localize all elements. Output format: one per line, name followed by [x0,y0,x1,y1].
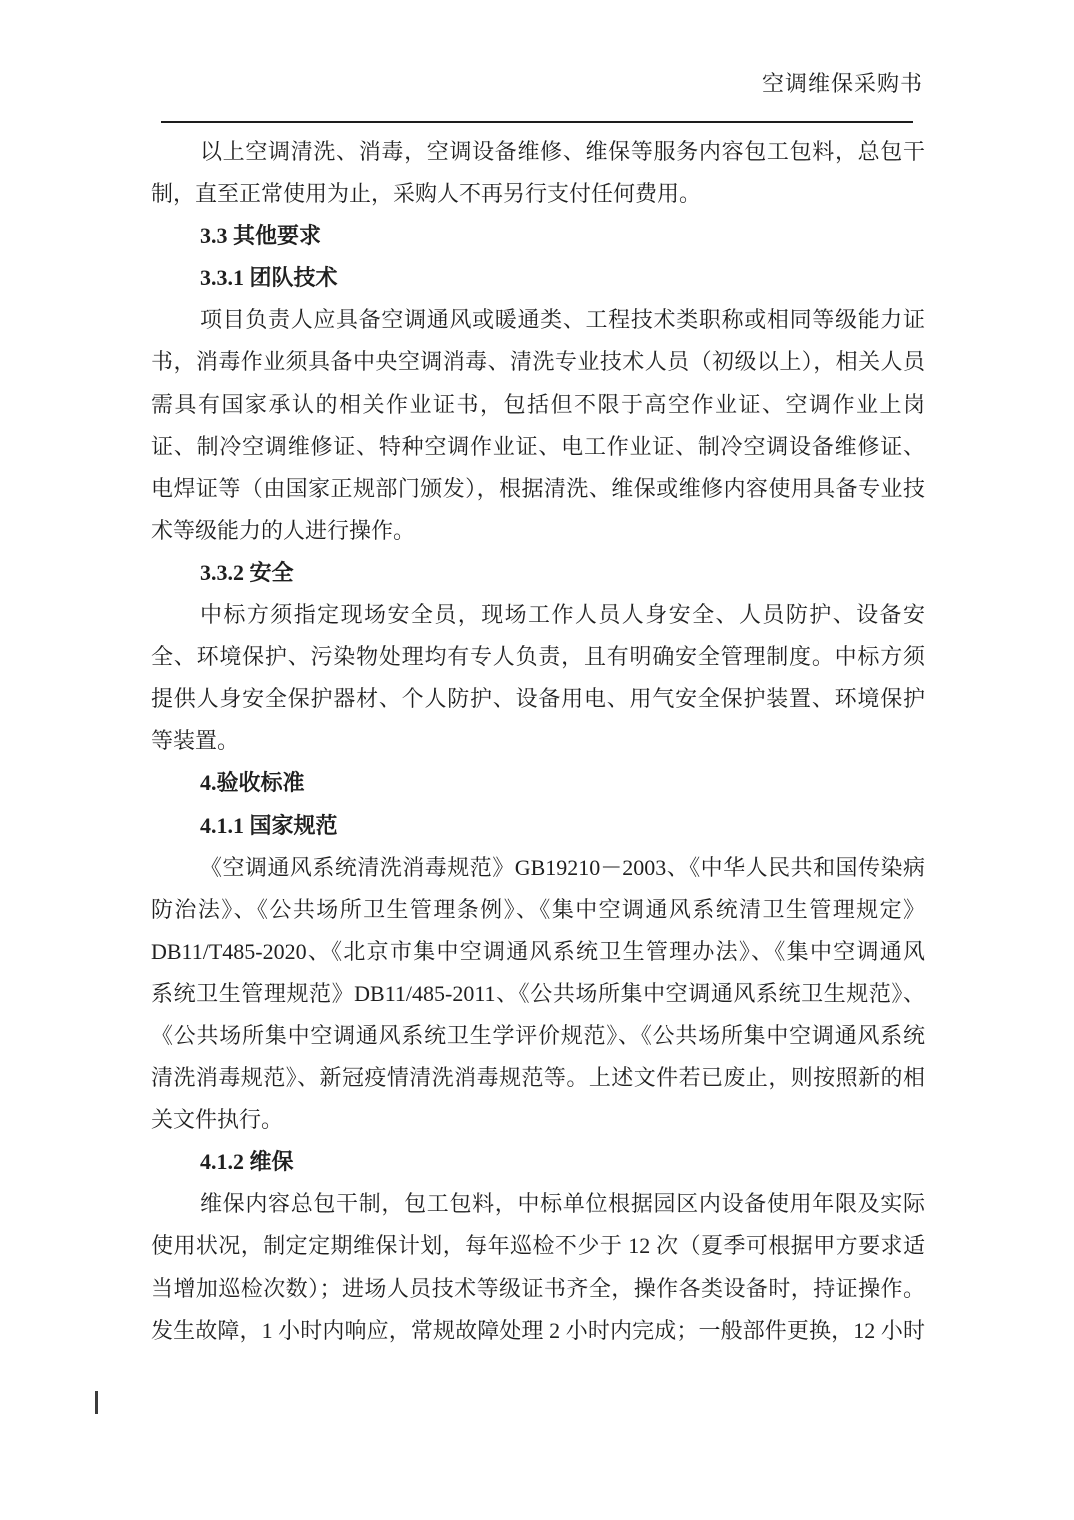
text-cursor-mark[interactable] [95,1391,98,1414]
paragraph-line: 中标方须指定现场安全员，现场工作人员人身安全、人员防护、设备安 [200,602,925,628]
paragraph-line: 提供人身安全保护器材、个人防护、设备用电、用气安全保护装置、环境保护 [151,686,925,712]
paragraph-line: 发生故障，1 小时内响应，常规故障处理 2 小时内完成；一般部件更换，12 小时 [151,1317,925,1343]
paragraph-line: 系统卫生管理规范》DB11/485-2011、《公共场所集中空调通风系统卫生规范》、 [151,980,925,1006]
section-heading: 3.3 其他要求 [200,223,322,249]
section-heading: 4.1.2 维保 [200,1149,294,1175]
section-heading: 4.1.1 国家规范 [200,812,338,838]
paragraph-line: 维保内容总包干制，包工包料，中标单位根据园区内设备使用年限及实际 [200,1191,925,1217]
paragraph-line: 制，直至正常使用为止，采购人不再另行支付任何费用。 [151,181,702,207]
paragraph-line: 《空调通风系统清洗消毒规范》GB19210－2003、《中华人民共和国传染病 [200,854,925,880]
paragraph-line: 使用状况，制定定期维保计划，每年巡检不少于 12 次（夏季可根据甲方要求适 [151,1233,925,1259]
paragraph-line: 清洗消毒规范》、新冠疫情清洗消毒规范等。上述文件若已废止，则按照新的相 [151,1065,925,1091]
paragraph-line: 需具有国家承认的相关作业证书，包括但不限于高空作业证、空调作业上岗 [151,391,925,417]
paragraph-line: 以上空调清洗、消毒，空调设备维修、维保等服务内容包工包料，总包干 [200,139,925,164]
paragraph-line: 电焊证等（由国家正规部门颁发），根据清洗、维保或维修内容使用具备专业技 [151,475,925,501]
paragraph-line: 全、环境保护、污染物处理均有专人负责，且有明确安全管理制度。中标方须 [151,644,925,670]
paragraph-line: 关文件执行。 [151,1107,284,1133]
section-heading: 3.3.2 安全 [200,559,294,585]
document-body [151,131,925,1352]
paragraph-line: 书，消毒作业须具备中央空调消毒、清洗专业技术人员（初级以上），相关人员 [151,349,925,375]
paragraph-line: 当增加巡检次数）；进场人员技术等级证书齐全，操作各类设备时，持证操作。 [151,1275,925,1301]
paragraph-line: 术等级能力的人进行操作。 [151,517,416,543]
page-header-title: 空调维保采购书 [761,71,923,96]
paragraph-line: 《公共场所集中空调通风系统卫生学评价规范》、《公共场所集中空调通风系统 [151,1022,925,1048]
paragraph-line: 等装置。 [151,728,240,754]
paragraph-line: 项目负责人应具备空调通风或暖通类、工程技术类职称或相同等级能力证 [200,307,925,333]
header-rule [161,121,913,123]
section-heading: 4.验收标准 [200,770,305,796]
paragraph-line: DB11/T485-2020、《北京市集中空调通风系统卫生管理办法》、《集中空调通风 [151,938,925,964]
section-heading: 3.3.1 团队技术 [200,265,338,291]
paragraph-line: 证、制冷空调维修证、特种空调作业证、电工作业证、制冷空调设备维修证、 [151,433,925,459]
paragraph-line: 防治法》、《公共场所卫生管理条例》、《集中空调通风系统清卫生管理规定》 [151,896,925,922]
